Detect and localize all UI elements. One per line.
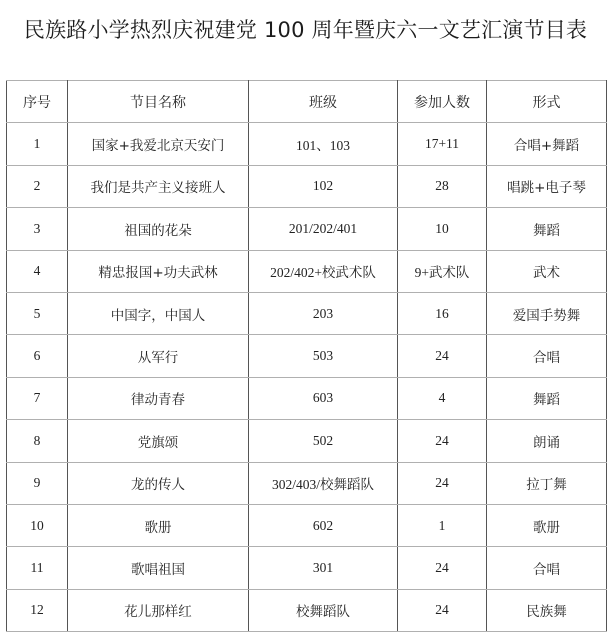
cell-program-name: 歌唱祖国 bbox=[68, 547, 249, 589]
cell-form: 舞蹈 bbox=[487, 208, 607, 250]
cell-participants: 24 bbox=[398, 547, 487, 589]
cell-class: 102 bbox=[249, 165, 398, 207]
table-row bbox=[7, 292, 607, 334]
table-header-row bbox=[7, 81, 607, 123]
cell-participants: 16 bbox=[398, 292, 487, 334]
cell-participants: 24 bbox=[398, 335, 487, 377]
cell-program-name: 党旗颂 bbox=[68, 420, 249, 462]
cell-participants: 28 bbox=[398, 165, 487, 207]
table-row bbox=[7, 504, 607, 546]
cell-form: 合唱 bbox=[487, 547, 607, 589]
cell-form: 舞蹈 bbox=[487, 377, 607, 419]
cell-no: 11 bbox=[7, 547, 68, 589]
cell-class: 602 bbox=[249, 504, 398, 546]
cell-no: 1 bbox=[7, 123, 68, 165]
cell-no: 12 bbox=[7, 589, 68, 631]
cell-class: 302/403/校舞蹈队 bbox=[249, 462, 398, 504]
cell-no: 7 bbox=[7, 377, 68, 419]
header-no: 序号 bbox=[7, 81, 68, 123]
cell-no: 6 bbox=[7, 335, 68, 377]
cell-form: 民族舞 bbox=[487, 589, 607, 631]
cell-program-name: 国家+我爱北京天安门 bbox=[68, 123, 249, 165]
cell-program-name: 中国字，中国人 bbox=[68, 292, 249, 334]
cell-no: 10 bbox=[7, 504, 68, 546]
table-row bbox=[7, 250, 607, 292]
cell-program-name: 龙的传人 bbox=[68, 462, 249, 504]
table-row bbox=[7, 547, 607, 589]
cell-participants: 24 bbox=[398, 589, 487, 631]
table-row bbox=[7, 420, 607, 462]
cell-no: 8 bbox=[7, 420, 68, 462]
cell-class: 503 bbox=[249, 335, 398, 377]
header-participants: 参加人数 bbox=[398, 81, 487, 123]
cell-participants: 24 bbox=[398, 462, 487, 504]
cell-participants: 4 bbox=[398, 377, 487, 419]
cell-no: 5 bbox=[7, 292, 68, 334]
cell-form: 唱跳+电子琴 bbox=[487, 165, 607, 207]
cell-participants: 1 bbox=[398, 504, 487, 546]
cell-form: 爱国手势舞 bbox=[487, 292, 607, 334]
cell-class: 201/202/401 bbox=[249, 208, 398, 250]
cell-program-name: 花儿那样红 bbox=[68, 589, 249, 631]
cell-no: 2 bbox=[7, 165, 68, 207]
cell-class: 301 bbox=[249, 547, 398, 589]
table-row bbox=[7, 462, 607, 504]
cell-program-name: 精忠报国+功夫武林 bbox=[68, 250, 249, 292]
header-program-name: 节目名称 bbox=[68, 81, 249, 123]
cell-class: 502 bbox=[249, 420, 398, 462]
cell-program-name: 我们是共产主义接班人 bbox=[68, 165, 249, 207]
cell-participants: 17+11 bbox=[398, 123, 487, 165]
header-form: 形式 bbox=[487, 81, 607, 123]
cell-no: 4 bbox=[7, 250, 68, 292]
table-row bbox=[7, 123, 607, 165]
cell-form: 武术 bbox=[487, 250, 607, 292]
table-row bbox=[7, 335, 607, 377]
cell-program-name: 从军行 bbox=[68, 335, 249, 377]
program-table bbox=[6, 80, 607, 632]
cell-class: 202/402+校武术队 bbox=[249, 250, 398, 292]
table-row bbox=[7, 589, 607, 631]
cell-form: 歌册 bbox=[487, 504, 607, 546]
cell-form: 拉丁舞 bbox=[487, 462, 607, 504]
cell-no: 9 bbox=[7, 462, 68, 504]
table-row bbox=[7, 377, 607, 419]
table-row bbox=[7, 208, 607, 250]
cell-program-name: 律动青春 bbox=[68, 377, 249, 419]
cell-participants: 10 bbox=[398, 208, 487, 250]
cell-form: 朗诵 bbox=[487, 420, 607, 462]
cell-form: 合唱+舞蹈 bbox=[487, 123, 607, 165]
cell-participants: 9+武术队 bbox=[398, 250, 487, 292]
cell-class: 校舞蹈队 bbox=[249, 589, 398, 631]
cell-class: 101、103 bbox=[249, 123, 398, 165]
cell-class: 603 bbox=[249, 377, 398, 419]
cell-program-name: 歌册 bbox=[68, 504, 249, 546]
cell-class: 203 bbox=[249, 292, 398, 334]
cell-form: 合唱 bbox=[487, 335, 607, 377]
page-title: 民族路小学热烈庆祝建党 100 周年暨庆六一文艺汇演节目表 bbox=[23, 18, 588, 42]
header-class: 班级 bbox=[249, 81, 398, 123]
cell-program-name: 祖国的花朵 bbox=[68, 208, 249, 250]
cell-participants: 24 bbox=[398, 420, 487, 462]
cell-no: 3 bbox=[7, 208, 68, 250]
table-row bbox=[7, 165, 607, 207]
